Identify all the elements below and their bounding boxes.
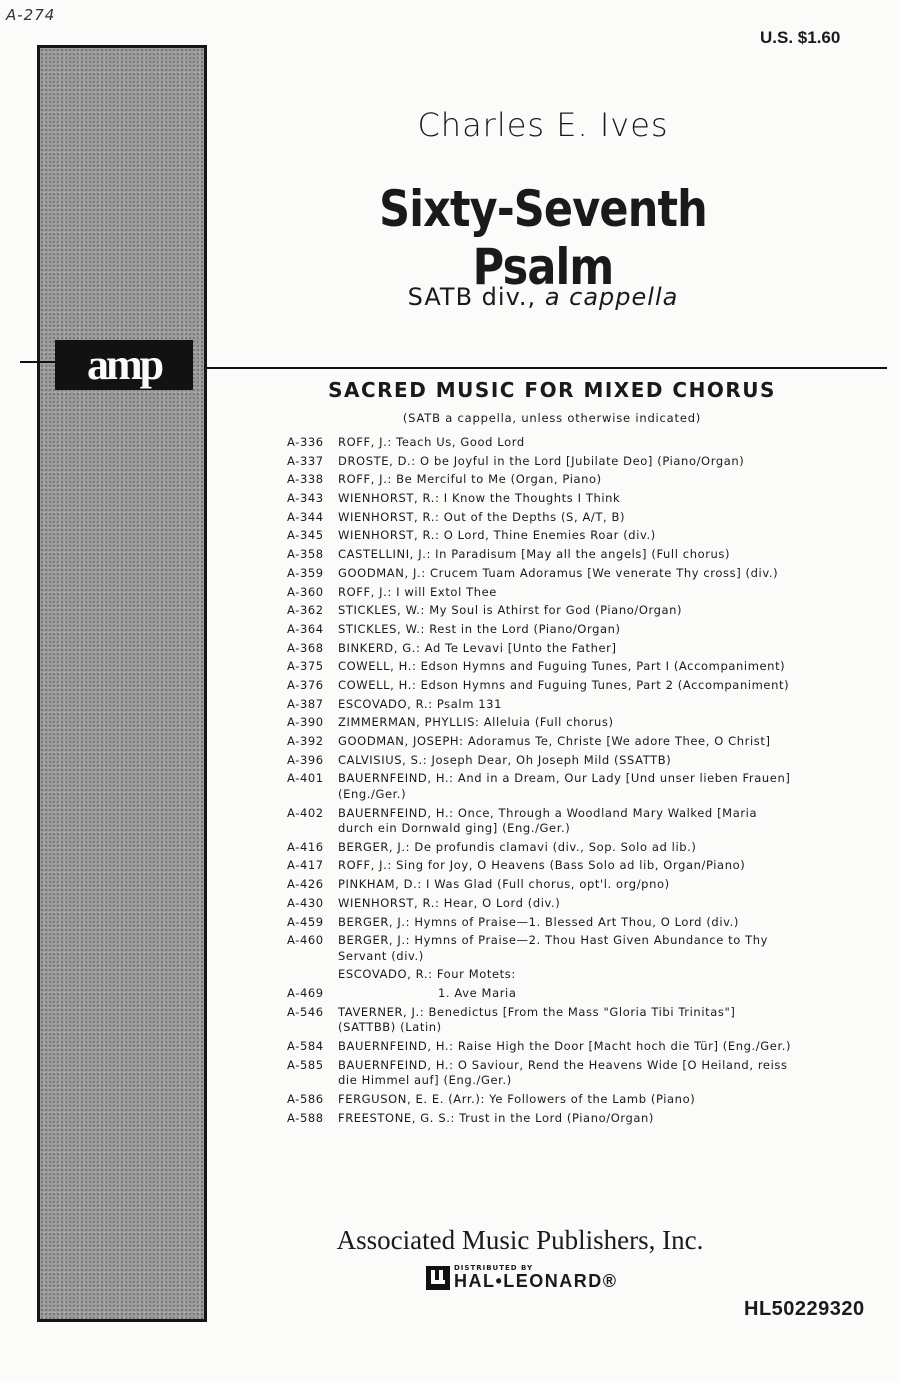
- catalog-title: TAVERNER, J.: Benedictus [From the Mass "Gloria Tibi Trinitas"] (SATTBB) (Latin): [338, 1004, 736, 1035]
- price-label: U.S. $1.60: [760, 28, 841, 47]
- catalog-entry: [287, 1092, 797, 1108]
- catalog-number: A-426: [287, 877, 324, 892]
- catalog-title: WIENHORST, R.: Out of the Depths (S, A/T, B): [338, 509, 626, 524]
- catalog-title: COWELL, H.: Edson Hymns and Fuguing Tunes, Part I (Accompaniment): [338, 659, 786, 674]
- catalog-title: BAUERNFEIND, H.: Raise High the Door [Macht hoch die Tür] (Eng./Ger.): [338, 1038, 792, 1053]
- catalog-title: BERGER, J.: Hymns of Praise—1. Blessed Art Thou, O Lord (div.): [338, 914, 739, 929]
- catalog-entry: [287, 1005, 797, 1036]
- catalog-number: A-343: [287, 491, 324, 506]
- catalog-entry: [287, 510, 797, 526]
- catalog-title: WIENHORST, R.: I Know the Thoughts I Think: [338, 491, 621, 506]
- catalog-entry: [287, 678, 797, 694]
- catalog-entry: [287, 877, 797, 893]
- catalog-entry: [287, 491, 797, 507]
- catalog-number: A-584: [287, 1038, 324, 1053]
- catalog-title: WIENHORST, R.: Hear, O Lord (div.): [338, 895, 561, 910]
- catalog-number: A-430: [287, 895, 324, 910]
- catalog-title: PINKHAM, D.: I Was Glad (Full chorus, opt'l. org/pno): [338, 877, 670, 892]
- catalog-entry: [287, 1058, 797, 1089]
- catalog-number: A-364: [287, 621, 324, 636]
- catalog-number: A-392: [287, 734, 324, 748]
- catalog-number: A-546: [287, 1004, 324, 1019]
- catalog-title: BAUERNFEIND, H.: And in a Dream, Our Lady [Und unser lieben Frauen] (Eng./Ger.): [338, 771, 791, 801]
- catalog-title: BERGER, J.: Hymns of Praise—2. Thou Hast Given Abundance to Thy Servant (div.): [338, 933, 769, 963]
- series-title: SACRED MUSIC FOR MIXED CHORUS: [328, 378, 776, 402]
- catalog-title: STICKLES, W.: My Soul is Athirst for God (Piano/Organ): [338, 603, 683, 618]
- catalog-entry: [287, 967, 797, 983]
- catalog-entry: [287, 986, 797, 1002]
- catalog-number: A-588: [287, 1110, 324, 1125]
- distributor-name: HAL•LEONARD®: [454, 1271, 618, 1291]
- catalog-number: A-359: [287, 565, 324, 580]
- catalog-number: A-338: [287, 472, 324, 487]
- catalog-entry: [287, 641, 797, 657]
- catalog-number: A-469: [287, 986, 324, 1001]
- catalog-entry: [287, 528, 797, 544]
- catalog-number: A-586: [287, 1091, 324, 1106]
- catalog-entry: [287, 734, 797, 750]
- catalog-title: CALVISIUS, S.: Joseph Dear, Oh Joseph Mild (SSATTB): [338, 752, 672, 767]
- catalog-title: FREESTONE, G. S.: Trust in the Lord (Piano/Organ): [338, 1110, 655, 1125]
- catalog-entry: [287, 454, 797, 470]
- catalog-number: A-401: [287, 771, 324, 786]
- catalog-entry: [287, 840, 797, 856]
- catalog-title: ROFF, J.: Sing for Joy, O Heavens (Bass Solo ad lib, Organ/Piano): [338, 858, 746, 873]
- catalog-number: A-344: [287, 509, 324, 524]
- catalog-entry: [287, 915, 797, 931]
- voicing-plain: SATB div.,: [407, 283, 537, 311]
- catalog-entry: [287, 896, 797, 912]
- catalog-number: A-390: [287, 715, 324, 730]
- catalog-title: WIENHORST, R.: O Lord, Thine Enemies Roar (div.): [338, 528, 656, 543]
- catalog-entry: [287, 933, 797, 964]
- catalog-number: A-376: [287, 677, 324, 692]
- catalog-number: A-362: [287, 603, 324, 618]
- catalog-title: CASTELLINI, J.: In Paradisum [May all the angels] (Full chorus): [338, 547, 731, 562]
- catalog-number: A-336: [287, 435, 324, 449]
- catalog-title: GOODMAN, JOSEPH: Adoramus Te, Christe [We adore Thee, O Christ]: [338, 734, 771, 748]
- cover-spine-panel: [37, 45, 207, 1322]
- catalog-title: COWELL, H.: Edson Hymns and Fuguing Tunes, Part 2 (Accompaniment): [338, 677, 790, 692]
- distributed-by-label: DISTRIBUTED BY: [454, 1264, 534, 1272]
- catalog-number: A-396: [287, 752, 324, 767]
- catalog-title: BERGER, J.: De profundis clamavi (div., Sop. Solo ad lib.): [338, 839, 697, 854]
- hal-leonard-logo: [426, 1264, 618, 1290]
- hal-leonard-mark-icon: [426, 1266, 450, 1290]
- catalog-title: ZIMMERMAN, PHYLLIS: Alleluia (Full chorus): [338, 715, 614, 730]
- amp-logo: [55, 340, 193, 390]
- catalog-entry: [287, 1039, 797, 1055]
- catalog-title: ROFF, J.: Be Merciful to Me (Organ, Piano): [338, 472, 602, 487]
- catalog-number: A-337: [287, 453, 324, 468]
- work-title: Sixty-Seventh Psalm: [379, 180, 707, 296]
- catalog-entry: [287, 858, 797, 874]
- catalog-number: A-345: [287, 528, 324, 543]
- catalog-number: A-416: [287, 839, 324, 854]
- catalog-entry: [287, 806, 797, 837]
- catalog-title: ESCOVADO, R.: Psalm 131: [338, 696, 503, 711]
- composer-name: Charles E. Ives: [417, 106, 669, 144]
- catalog-entry: [287, 585, 797, 601]
- catalog-title: ESCOVADO, R.: Four Motets:: [338, 967, 516, 982]
- catalog-title: STICKLES, W.: Rest in the Lord (Piano/Organ): [338, 621, 621, 636]
- catalog-entry: [287, 771, 797, 802]
- catalog-entry: [287, 753, 797, 769]
- catalog-entry: [287, 472, 797, 488]
- catalog-number: A-387: [287, 696, 324, 711]
- catalog-title: FERGUSON, E. E. (Arr.): Ye Followers of the Lamb (Piano): [338, 1091, 696, 1106]
- product-code: HL50229320: [744, 1298, 865, 1320]
- logo-text: amp: [86, 340, 162, 389]
- publisher-name: Associated Music Publishers, Inc.: [336, 1225, 704, 1255]
- catalog-number: A-417: [287, 858, 324, 873]
- catalog-title: DROSTE, D.: O be Joyful in the Lord [Jubilate Deo] (Piano/Organ): [338, 453, 745, 468]
- catalog-entry: [287, 659, 797, 675]
- catalog-entry: [287, 1111, 797, 1127]
- catalog-entry: [287, 603, 797, 619]
- catalog-number: A-402: [287, 805, 324, 820]
- catalog-title: ROFF, J.: Teach Us, Good Lord: [338, 435, 525, 449]
- catalog-title: BAUERNFEIND, H.: Once, Through a Woodland Mary Walked [Maria durch ein Dornwald ging] (Eng./Ger.): [338, 805, 758, 836]
- catalog-entry: [287, 622, 797, 638]
- catalog-number: A-459: [287, 914, 324, 929]
- catalog-entry: [287, 566, 797, 582]
- catalog-entry: [287, 435, 797, 451]
- series-note: (SATB a cappella, unless otherwise indicated): [402, 411, 702, 425]
- catalog-list: [287, 435, 797, 1129]
- rule-left: [20, 361, 58, 363]
- catalog-number: A-460: [287, 933, 324, 948]
- catalog-number: A-585: [287, 1057, 324, 1072]
- catalog-number: [287, 967, 338, 983]
- catalog-title: BAUERNFEIND, H.: O Saviour, Rend the Heavens Wide [O Heiland, reiss die Himmel auf] (Eng./Ger.): [338, 1057, 788, 1088]
- catalog-title: BINKERD, G.: Ad Te Levavi [Unto the Father]: [338, 640, 617, 655]
- catalog-code: A-274: [6, 6, 56, 24]
- catalog-title: 1. Ave Maria: [438, 986, 517, 1001]
- catalog-title: ROFF, J.: I will Extol Thee: [338, 584, 497, 599]
- voicing-italic: a cappella: [544, 283, 679, 311]
- rule-right: [207, 367, 887, 369]
- catalog-number: A-358: [287, 547, 324, 562]
- catalog-entry: [287, 697, 797, 713]
- catalog-number: A-375: [287, 659, 324, 674]
- catalog-title: GOODMAN, J.: Crucem Tuam Adoramus [We venerate Thy cross] (div.): [338, 565, 779, 580]
- catalog-number: A-360: [287, 584, 324, 599]
- voicing: [300, 283, 786, 311]
- catalog-entry: [287, 715, 797, 731]
- catalog-entry: [287, 547, 797, 563]
- catalog-number: A-368: [287, 640, 324, 655]
